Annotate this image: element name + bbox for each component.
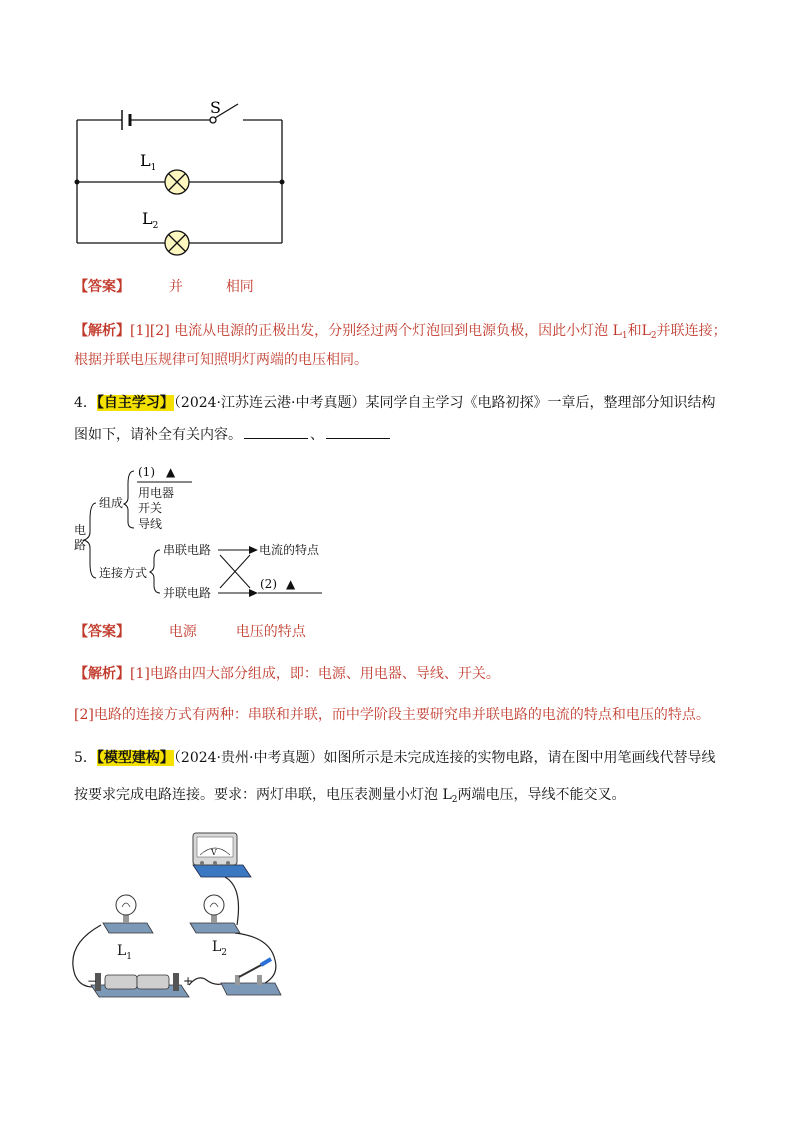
diagram-blank2: (2) [260, 577, 277, 591]
bulb-l1-label: $L_1$ [117, 943, 133, 962]
q3-analysis-line1: 【解析】[1][2] 电流从电源的正极出发，分别经过两个灯泡回到电源负极，因此小灯泡 $L_1$和$L_2$并联连接； [74, 323, 727, 341]
plus-sign: + [183, 974, 194, 988]
physical-circuit-figure [65, 825, 295, 1015]
diagram-wire: 导线 [138, 517, 163, 531]
q3-answer-row [74, 277, 254, 297]
question-source: （2024·江苏连云港·中考真题） [173, 395, 366, 411]
diagram-composition: 组成 [99, 496, 124, 510]
q3-analysis-line2: 根据并联电压规律可知照明灯两端的电压相同。 [74, 352, 368, 368]
knowledge-structure-diagram [68, 460, 338, 605]
q4-analysis-2: [2]电路的连接方式有两种：串联和并联，而中学阶段主要研究串并联电路的电流的特点和电压的特点。 [74, 707, 710, 723]
question-number: 4． [74, 395, 97, 411]
bulb-l2-label: $L_2$ [212, 939, 228, 958]
diagram-root: 电路 [74, 523, 87, 552]
q4-stem-line1: 4．【自主学习】（2024·江苏连云港·中考真题）某同学自主学习《电路初探》一章后，整理部分知识结构 [74, 395, 716, 411]
switch-label: S [210, 98, 221, 117]
q4-stem-line2: 图如下，请补全有关内容。 、 [74, 424, 392, 445]
analysis-tag: 【解析】 [74, 323, 130, 339]
diagram-switch: 开关 [138, 501, 163, 515]
diagram-connection: 连接方式 [99, 566, 148, 580]
lamp2-label: $L_2$ [142, 209, 159, 231]
q4-analysis-1: 【解析】[1]电路由四大部分组成，即：电源、用电器、导线、开关。 [74, 666, 500, 682]
lamp-l1-symbol [165, 170, 189, 194]
diagram-blank1: (1) [138, 465, 155, 479]
lamp1-label: $L_1$ [140, 151, 157, 173]
answer-blank-2 [326, 424, 390, 439]
diagram-current: 电流的特点 [259, 543, 320, 557]
answer-1: 并 [168, 279, 183, 295]
q5-stem-line2: 按要求完成电路连接。要求：两灯串联，电压表测量小灯泡 $L_2$两端电压，导线不能交叉。 [74, 787, 626, 805]
bulb-l1-icon [103, 895, 153, 933]
diagram-appliance: 用电器 [138, 486, 175, 500]
voltmeter-icon [193, 833, 251, 877]
bulb-l2-icon [190, 895, 240, 933]
q4-answer-row: 【答案】 电源 电压的特点 [74, 624, 306, 640]
answer-blank-1 [244, 424, 308, 439]
battery-holder-icon [91, 973, 189, 997]
lamp-l2-symbol [165, 231, 189, 255]
voltmeter-label: V [211, 848, 217, 857]
diagram-triangle2: ▲ [286, 577, 296, 591]
diagram-triangle1: ▲ [166, 465, 176, 479]
answer-2: 相同 [225, 279, 254, 295]
minus-sign: − [87, 974, 98, 988]
question-tag: 【自主学习】 [96, 395, 174, 411]
parallel-circuit-diagram [60, 90, 300, 260]
q5-stem-line1: 5．【模型建构】（2024·贵州·中考真题）如图所示是未完成连接的实物电路，请在图中用笔画线代替导线 [74, 750, 716, 766]
diagram-series: 串联电路 [163, 543, 212, 557]
answer-tag: 【答案】 [74, 279, 130, 295]
diagram-parallel: 并联电路 [163, 586, 212, 600]
